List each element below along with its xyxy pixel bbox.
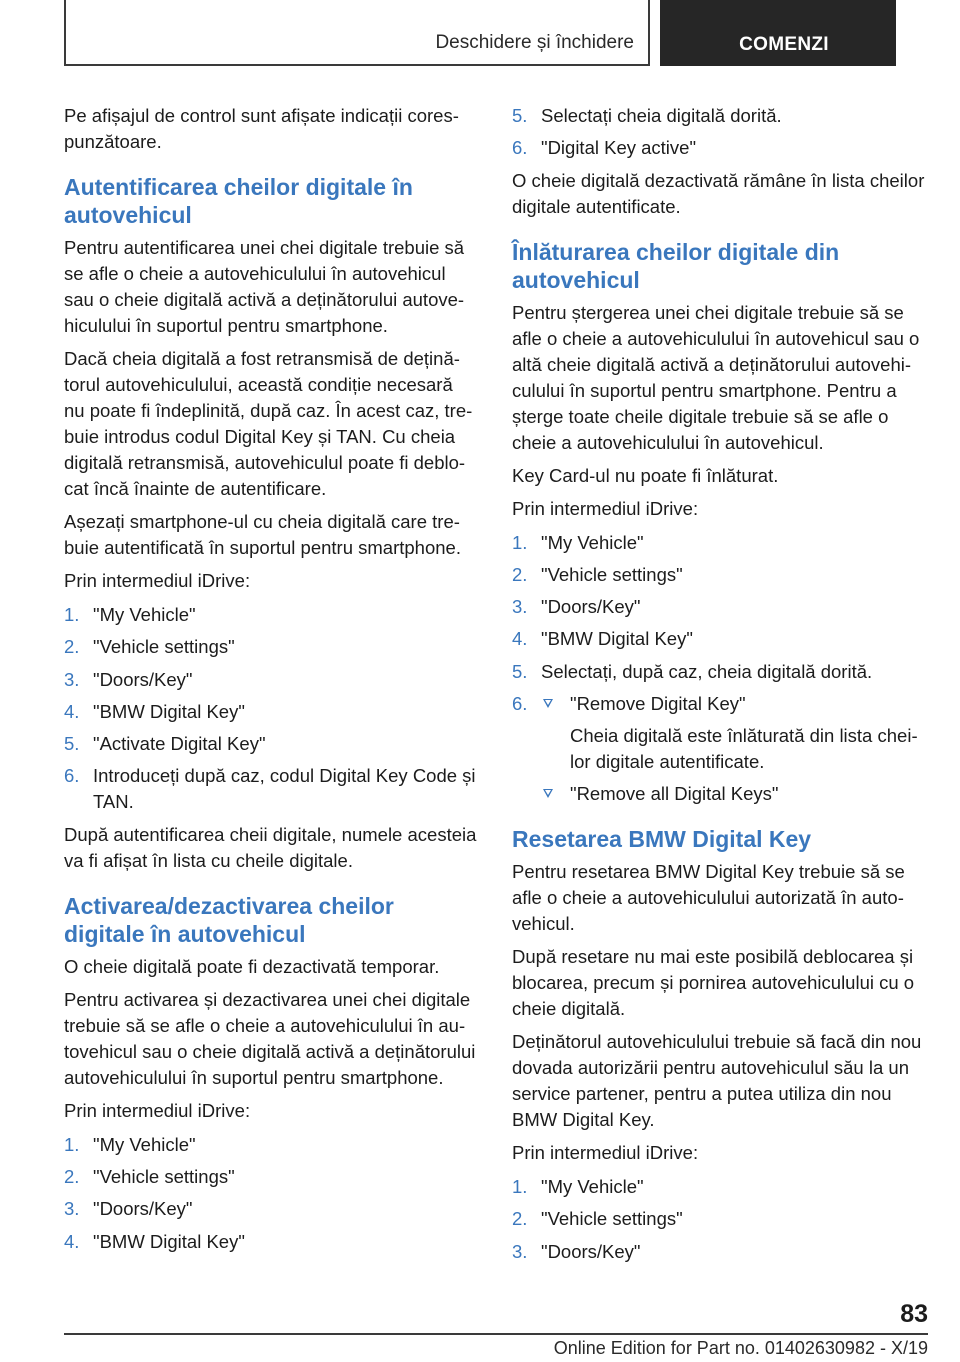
reset-paragraph-2: După resetare nu mai este posibilă deblocarea și blocarea, precum și pornirea autovehiculului cu o cheie digitală. [512, 946, 915, 1020]
intro-paragraph: Pe afișajul de control sunt afișate indicații corespunzătoare. [64, 105, 459, 152]
right-column [512, 103, 928, 1271]
auth-paragraph-1: Pentru autentificarea unei chei digitale trebuie să se afle o cheie a autovehiculului în autovehicul sau o cheie digitală activă a deținătorului autovehiculului în suportul pentru smartphone. [64, 237, 465, 336]
header-chapter-box [660, 0, 896, 66]
list-item: 5. Selectați, după caz, cheia digitală dorită. [512, 660, 873, 682]
steps-activation-continued [512, 103, 928, 161]
removal-paragraph-1: Pentru ștergerea unei chei digitale trebuie să se afle o cheie a autovehiculului în autovehicul sau o altă cheie digitală activă a deținătorului autovehiculului în suportul pentru smartphone. Pentru a șterge toate cheile digitale trebuie să se afle o cheie a autovehiculului în autovehicul. [512, 301, 920, 453]
list-item: 2. "Vehicle settings" [64, 636, 235, 658]
sub-list-item: "Remove all Digital Keys" [541, 781, 928, 807]
list-item: 6. Introduceți după caz, codul Digital Key Code și TAN. [64, 765, 476, 813]
list-item: 4. "BMW Digital Key" [512, 628, 693, 650]
auth-paragraph-2: Dacă cheia digitală a fost retransmisă de deținătorul autovehiculului, această condiție necesară nu poate fi îndeplinită, după caz. În acest caz, trebuie introdus codul Digital Key și TAN. Cu cheia digitală retransmisă, autovehiculul poate fi deblocat încă înainte de autentificare. [64, 348, 473, 499]
activation-paragraph-2: Pentru activarea și dezactivarea unei chei digitale trebuie să se afle o cheie a autovehiculului în autovehicul sau o cheie digitală activă a deținătorului autovehiculului în suportul pentru smartphone. [64, 988, 476, 1088]
removal-sub-options [541, 691, 928, 807]
heading-removal: Înlăturarea cheilor digitale din autovehicul [512, 238, 840, 293]
list-item: 2. "Vehicle settings" [64, 1166, 235, 1188]
header-section-box [64, 0, 650, 66]
sub-item-note: Cheia digitală este înlăturată din lista cheilor digitale autentificate. [570, 725, 918, 773]
deactivated-paragraph: O cheie digitală dezactivată rămâne în lista cheilor digitale autentificate. [512, 169, 925, 217]
list-item: 4. "BMW Digital Key" [64, 1230, 245, 1252]
list-item: 5. Selectați cheia digitală dorită. [512, 105, 782, 126]
list-item: 1. "My Vehicle" [64, 604, 196, 625]
heading-reset: Resetarea BMW Digital Key [512, 826, 812, 853]
list-item: 1. "My Vehicle" [64, 1133, 196, 1155]
steps-authentication [64, 602, 478, 815]
page-number: 83 [900, 1300, 928, 1328]
idrive-label-2: Prin intermediul iDrive: [64, 1099, 251, 1121]
idrive-label-3: Prin intermediul iDrive: [512, 497, 699, 519]
activation-paragraph-1: O cheie digitală poate fi dezactivată temporar. [64, 955, 440, 977]
page-header [64, 0, 896, 66]
list-item: 1. "My Vehicle" [512, 1176, 644, 1198]
list-item: 6. "Digital Key active" [512, 137, 697, 159]
auth-paragraph-3: Așezați smartphone-ul cu cheia digitală care trebuie autentificată în suportul pentru smartphone. [64, 511, 461, 558]
steps-activation [64, 1132, 478, 1255]
header-chapter-title: COMENZI [739, 34, 829, 55]
idrive-label-1: Prin intermediul iDrive: [64, 570, 251, 591]
list-item: 2. "Vehicle settings" [512, 1208, 683, 1230]
list-item: 3. "Doors/Key" [512, 596, 641, 618]
footer-divider [64, 1333, 928, 1335]
list-item: 6. "Remove Digital Key" Cheia digitală este înlăturată din lista cheilor digitale autentificate. "Remove all Digital Keys" [512, 691, 928, 807]
list-item: 2. "Vehicle settings" [512, 563, 683, 585]
header-section-title: Deschidere și închidere [435, 32, 634, 53]
list-item: 4. "BMW Digital Key" [64, 700, 245, 722]
steps-reset [512, 1174, 928, 1265]
steps-removal [512, 530, 928, 807]
left-column [64, 103, 478, 1261]
idrive-label-4: Prin intermediul iDrive: [512, 1142, 699, 1164]
reset-paragraph-3: Deținătorul autovehiculului trebuie să facă din nou dovada autorizării pentru autovehiculul său la un service partener, pentru a putea utiliza din nou BMW Digital Key. [512, 1031, 922, 1131]
list-item: 5. "Activate Digital Key" [64, 733, 266, 755]
heading-authentication: Autentificarea cheilor digitale în autovehicul [64, 174, 413, 228]
reset-paragraph-1: Pentru resetarea BMW Digital Key trebuie să se afle o cheie a autovehiculului autorizată în autovehicul. [512, 861, 905, 935]
sub-list-item: "Remove Digital Key" Cheia digitală este înlăturată din lista cheilor digitale autentificate. [541, 691, 928, 775]
heading-activation: Activarea/dezactivarea cheilor digitale în autovehicul [64, 892, 394, 947]
list-item: 3. "Doors/Key" [64, 668, 193, 690]
after-auth-paragraph: După autentificarea cheii digitale, numele acesteia va fi afișat în lista cu cheile digitale. [64, 823, 477, 871]
list-item: 3. "Doors/Key" [512, 1240, 641, 1262]
list-item: 3. "Doors/Key" [64, 1198, 193, 1220]
list-item: 1. "My Vehicle" [512, 531, 644, 553]
triangle-bullet-icon [543, 789, 553, 798]
footer-edition: Online Edition for Part no. 01402630982 - X/19 [553, 1338, 928, 1358]
removal-paragraph-2: Key Card-ul nu poate fi înlăturat. [512, 464, 779, 486]
triangle-bullet-icon [543, 699, 553, 708]
